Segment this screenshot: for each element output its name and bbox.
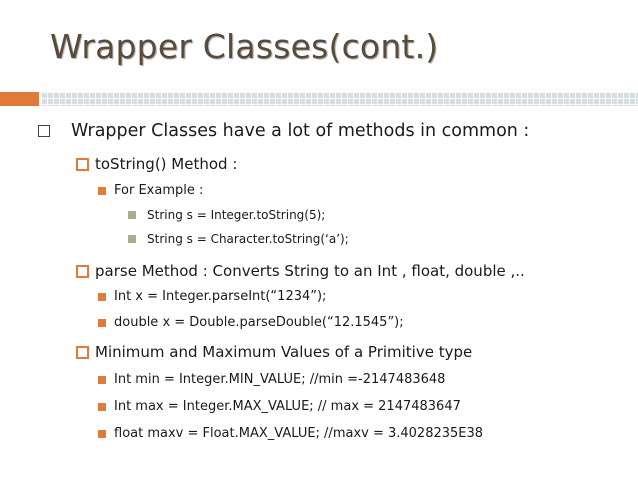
orange-square-icon [98,376,106,384]
code-line [98,289,326,304]
code-line [128,232,349,246]
code-line [98,426,483,441]
bullet-for-example [98,183,203,198]
code-line-text: float maxv = Float.MAX_VALUE; //maxv = 3.4028235E38 [114,426,484,441]
code-line [98,399,461,414]
code-line-text: double x = Double.parseDouble(“12.1545”); [114,315,404,330]
title-grid-band [41,92,638,106]
code-line-text: String s = Integer.toString(5); [147,208,326,222]
orange-outlined-square-icon [76,346,89,359]
orange-square-icon [98,319,106,327]
code-line-text: Int min = Integer.MIN_VALUE; //min =-2147483648 [114,372,446,387]
bullet-parse-text: parse Method : Converts String to an Int , float, double ,.. [95,262,525,280]
olive-square-icon [128,235,136,243]
orange-square-icon [98,403,106,411]
code-line [98,315,404,330]
code-line [128,208,325,222]
code-line [98,372,445,387]
code-line-text: String s = Character.toString(‘a’); [147,232,349,246]
hollow-square-icon [38,125,50,137]
orange-outlined-square-icon [76,265,89,278]
bullet-minmax-text: Minimum and Maximum Values of a Primitive type [95,343,473,361]
title-accent-bar [0,92,39,106]
orange-square-icon [98,430,106,438]
orange-outlined-square-icon [76,158,89,171]
bullet-main-text: Wrapper Classes have a lot of methods in common : [71,121,530,141]
bullet-for-example-text: For Example : [114,183,204,198]
bullet-main [38,121,529,141]
bullet-parse [76,262,525,280]
olive-square-icon [128,211,136,219]
bullet-tostring-text: toString() Method : [95,155,238,173]
code-line-text: Int x = Integer.parseInt(“1234”); [114,289,327,304]
orange-square-icon [98,293,106,301]
bullet-minmax [76,343,472,361]
slide-title: Wrapper Classes(cont.) [50,27,439,66]
code-line-text: Int max = Integer.MAX_VALUE; // max = 2147483647 [114,399,461,414]
bullet-tostring [76,155,237,173]
orange-square-icon [98,187,106,195]
